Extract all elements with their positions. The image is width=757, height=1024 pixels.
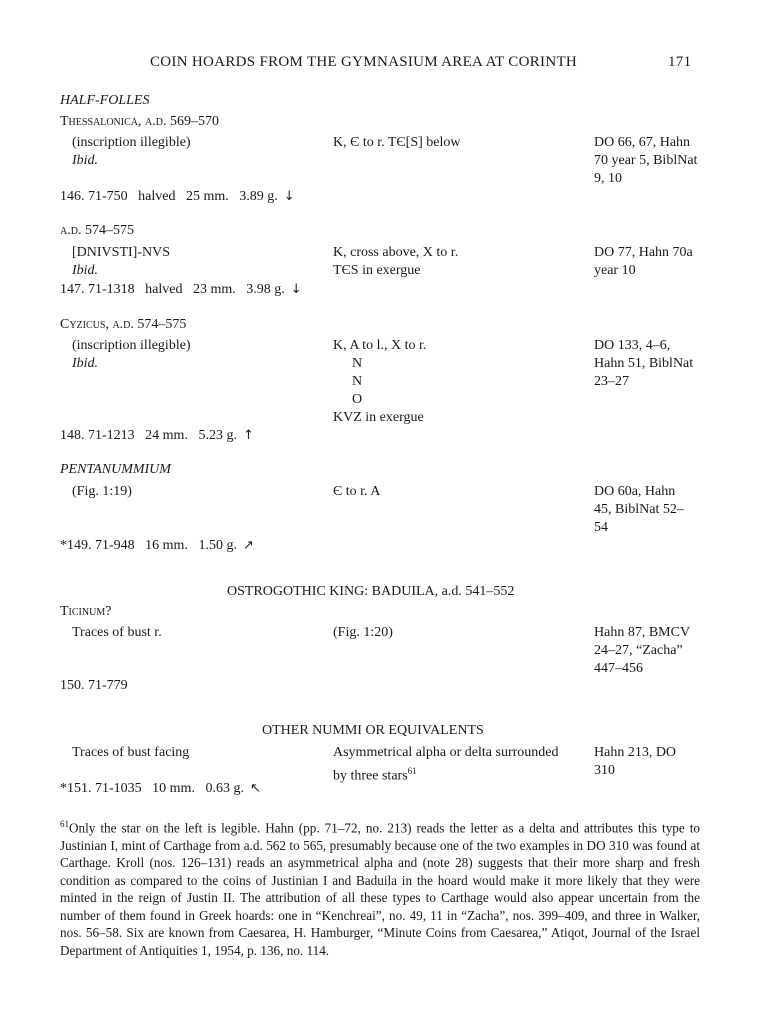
e150-ref-1: Hahn 87, BMCV <box>594 625 691 640</box>
e148-ref-1: DO 133, 4–6, <box>594 338 671 353</box>
e148-reverse-n1: N <box>352 356 363 371</box>
footnote-61 <box>60 816 700 959</box>
section-pentanummium: PENTANUMMIUM <box>60 462 171 477</box>
section-other-nummi: OTHER NUMMI OR EQUIVALENTS <box>262 723 484 738</box>
footnote-text: Only the star on the left is legible. Hahn (pp. 71–72, no. 213) reads the letter as a delta and attributes this type to Justinian I, mint of Carthage from a.d. 562 to 565, presumably because one of the two examples in DO 310 was found at Carthage. Kroll (nos. 126–131) reads an asymmetrical alpha and (note 28) suggests that their more sharp and fresh condition as compared to the coins of Justinian I and Baduila in the hoard would make it more likely that they were minted in the reign of Justin II. The attribution of all these types to Carthage would also appear uncertain from the number of them found in Greek hoards: one in “Kenchreai”, no. 49, 11 in “Zacha”, nos. 399–409, and three in Walker, nos. 56–58. Six are known from Caesarea, H. Hamburger, “Minute Coins from Caesarea,” Atiqot, Journal of the Israel Department of Antiquities 1, 1954, p. 136, no. 114. <box>60 820 700 958</box>
e149-catalog-line <box>60 537 254 555</box>
date-574-575: a.d. 574–575 <box>60 223 134 238</box>
e149-ref-2: 45, BiblNat 52– <box>594 502 684 517</box>
e147-line-text: 147. 71-1318 halved 23 mm. 3.98 g. <box>60 282 285 297</box>
e146-ref-1: DO 66, 67, Hahn <box>594 135 691 150</box>
e151-ref-2: 310 <box>594 763 615 778</box>
e150-ref-2: 24–27, “Zacha” <box>594 643 683 658</box>
e148-obverse: (inscription illegible) <box>72 338 191 353</box>
e148-ref-3: 23–27 <box>594 374 629 389</box>
e148-line-text: 148. 71-1213 24 mm. 5.23 g. <box>60 428 237 443</box>
mint-cyzicus: Cyzicus, a.d. 574–575 <box>60 317 187 332</box>
e151-ref-1: Hahn 213, DO <box>594 745 677 760</box>
footnote-ref-61[interactable]: 61 <box>407 766 417 776</box>
mint-thessalonica: Thessalonica, a.d. 569–570 <box>60 114 219 129</box>
e149-die-axis-icon: ↗ <box>242 538 254 553</box>
e151-reverse-2-text: by three stars <box>333 768 408 784</box>
e148-reverse-o: O <box>352 392 363 407</box>
e148-reverse: K, A to l., X to r. <box>333 338 427 353</box>
footnote-number: 61 <box>60 819 69 829</box>
e149-line-text: *149. 71-948 16 mm. 1.50 g. <box>60 538 237 553</box>
mint-ticinum: Ticinum? <box>60 604 112 619</box>
e146-ref-3: 9, 10 <box>594 171 622 186</box>
e149-reverse: Є to r. A <box>333 484 381 499</box>
e149-obverse: (Fig. 1:19) <box>72 484 132 499</box>
e151-reverse-2 <box>333 762 417 786</box>
section-ostrogothic: OSTROGOTHIC KING: BADUILA, a.d. 541–552 <box>227 584 515 599</box>
e150-reverse: (Fig. 1:20) <box>333 625 393 640</box>
e147-die-axis-icon: ↓ <box>290 282 302 297</box>
e148-die-axis-icon: ↑ <box>242 428 254 443</box>
e151-reverse: Asymmetrical alpha or delta surrounded <box>333 745 559 760</box>
e151-line-text: *151. 71-1035 10 mm. 0.63 g. <box>60 781 244 796</box>
e147-obverse-ibid: Ibid. <box>72 263 99 278</box>
running-title: COIN HOARDS FROM THE GYMNASIUM AREA AT CORINTH <box>150 54 578 70</box>
e148-ref-2: Hahn 51, BiblNat <box>594 356 694 371</box>
e146-die-axis-icon: ↓ <box>283 189 295 204</box>
e146-ref-2: 70 year 5, BiblNat <box>594 153 698 168</box>
e146-line-text: 146. 71-750 halved 25 mm. 3.89 g. <box>60 189 278 204</box>
e147-reverse: K, cross above, X to r. <box>333 245 459 260</box>
e146-catalog-line <box>60 188 295 206</box>
e147-ref-1: DO 77, Hahn 70a <box>594 245 693 260</box>
e150-ref-3: 447–456 <box>594 661 643 676</box>
e147-reverse-exergue: TЄS in exergue <box>333 263 421 278</box>
e151-obverse: Traces of bust facing <box>72 745 190 760</box>
e149-ref-3: 54 <box>594 520 608 535</box>
e148-catalog-line <box>60 427 254 445</box>
e146-reverse: K, Є to r. TЄ[S] below <box>333 135 461 150</box>
e147-catalog-line <box>60 281 302 299</box>
page-number: 171 <box>668 54 692 70</box>
e149-ref-1: DO 60a, Hahn <box>594 484 676 499</box>
e148-reverse-exergue: KVZ in exergue <box>333 410 424 425</box>
e147-obverse: [DNIVSTI]-NVS <box>72 245 170 260</box>
e146-obverse: (inscription illegible) <box>72 135 191 150</box>
e147-ref-2: year 10 <box>594 263 636 278</box>
section-half-folles: HALF-FOLLES <box>60 93 150 108</box>
e148-obverse-ibid: Ibid. <box>72 356 99 371</box>
e148-reverse-n2: N <box>352 374 363 389</box>
e150-obverse: Traces of bust r. <box>72 625 162 640</box>
e150-catalog-line: 150. 71-779 <box>60 678 128 693</box>
e146-obverse-ibid: Ibid. <box>72 153 99 168</box>
e151-catalog-line <box>60 780 261 798</box>
e151-die-axis-icon: ↖ <box>249 781 261 796</box>
